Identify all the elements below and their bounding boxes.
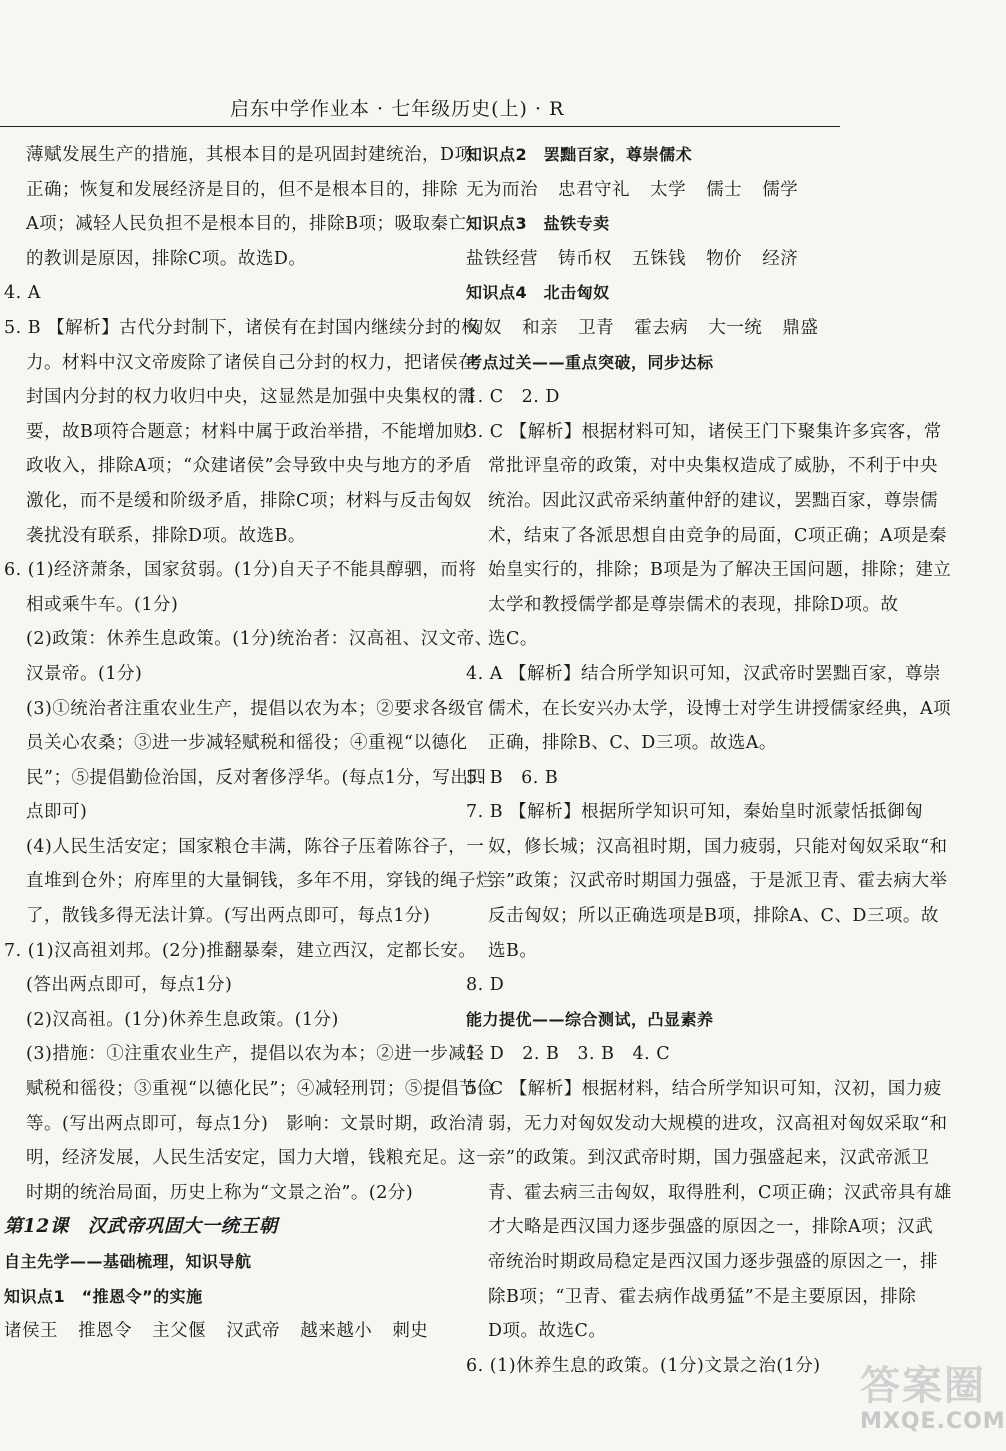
text-line: 始皇实行的，排除；B项是为了解决王国问题，排除；建立: [488, 560, 952, 581]
text-line: 6. (1)经济萧条，国家贫弱。(1分)自天子不能具醇驷，而将: [4, 560, 477, 581]
text-line: 匈奴 和亲 卫青 霍去病 大一统 鼎盛: [466, 317, 819, 338]
section-heading: 能力提优——综合测试，凸显素养: [466, 1009, 714, 1029]
text-line: D项。故选C。: [488, 1321, 607, 1342]
watermark-url: MXQE.COM: [860, 1409, 1006, 1434]
text-line: 要，故B项符合题意；材料中属于政治举措，不能增加财: [26, 421, 472, 442]
text-line: 4. A: [4, 283, 41, 304]
text-line: (3)①统治者注重农业生产，提倡以农为本；②要求各级官: [26, 698, 485, 719]
text-line: 等。(写出两点即可，每点1分) 影响：文景时期，政治清: [26, 1113, 485, 1134]
text-line: 赋税和徭役；③重视“以德化民”；④减轻刑罚；⑤提倡节俭: [26, 1079, 495, 1100]
text-line: 儒术，在长安兴办太学，设博士对学生讲授儒家经典，A项: [488, 698, 952, 719]
text-line: 除B项；“卫青、霍去病作战勇猛”不是主要原因，排除: [488, 1286, 917, 1307]
text-line: (4)人民生活安定；国家粮仓丰满，陈谷子压着陈谷子，一: [26, 836, 485, 857]
text-line: 封国内分封的权力收归中央，这显然是加强中央集权的需: [26, 387, 476, 408]
section-heading: 知识点1 “推恩令”的实施: [4, 1286, 203, 1306]
section-heading: 第12课 汉武帝巩固大一统王朝: [4, 1216, 278, 1238]
text-line: 亲”政策；汉武帝时期国力强盛，于是派卫青、霍去病大举: [488, 871, 948, 892]
text-line: 明，经济发展，人民生活安定，国力大增，钱粮充足。这一: [26, 1148, 494, 1169]
text-line: 帝统治时期政局稳定是西汉国力逐步强盛的原因之一，排: [488, 1252, 938, 1272]
text-line: 政收入，排除A项；“众建诸侯”会导致中央与地方的矛盾: [26, 456, 473, 477]
section-heading: 知识点2 罢黜百家，尊崇儒术: [466, 145, 693, 164]
text-line: 袭扰没有联系，排除D项。故选B。: [26, 525, 306, 546]
text-line: 4. A 【解析】结合所学知识可知，汉武帝时罢黜百家，尊崇: [466, 663, 941, 684]
text-line: 太学和教授儒学都是尊崇儒术的表现，排除D项。故: [488, 594, 899, 615]
text-line: 3. C 【解析】根据材料可知，诸侯王门下聚集许多宾客，常: [466, 421, 942, 442]
text-line: 直堆到仓外；府库里的大量铜钱，多年不用，穿钱的绳子烂: [26, 871, 494, 892]
text-line: 相或乘牛车。(1分): [26, 594, 179, 615]
text-line: (答出两点即可，每点1分): [26, 975, 233, 996]
text-line: 民”；⑤提倡勤俭治国，反对奢侈浮华。(每点1分，写出四: [26, 767, 487, 788]
text-line: 正确，排除B、C、D三项。故选A。: [488, 733, 777, 754]
text-line: 力。材料中汉文帝废除了诸侯自己分封的权力，把诸侯在: [26, 352, 476, 373]
section-heading: 知识点4 北击匈奴: [466, 283, 610, 303]
text-line: 无为而治 忠君守礼 太学 儒士 儒学: [466, 179, 799, 200]
text-line: 时期的统治局面，历史上称为“文景之治”。(2分): [26, 1182, 414, 1203]
text-line: 的教训是原因，排除C项。故选D。: [26, 248, 307, 269]
text-line: 5. B 【解析】古代分封制下，诸侯有在封国内继续分封的权: [4, 317, 480, 338]
page-header: [0, 92, 840, 127]
text-line: 8. D: [466, 975, 505, 996]
watermark-logo: [860, 1361, 1006, 1441]
text-line: A项；减轻人民负担不是根本目的，排除B项；吸取秦亡: [26, 214, 467, 235]
text-line: 反击匈奴；所以正确选项是B项，排除A、C、D三项。故: [488, 906, 939, 927]
text-line: 7. (1)汉高祖刘邦。(2分)推翻暴秦，建立西汉，定都长安。: [4, 940, 477, 961]
text-line: (2)政策：休养生息政策。(1分)统治者：汉高祖、汉文帝、: [26, 629, 493, 650]
text-line: (3)措施：①注重农业生产，提倡以农为本；②进一步减轻: [26, 1044, 485, 1065]
header-title: 启东中学作业本 · 七年级历史(上) · R: [230, 98, 565, 120]
text-line: (2)汉高祖。(1分)休养生息政策。(1分): [26, 1009, 339, 1030]
text-line: 选B。: [488, 940, 538, 961]
text-line: 亲”的政策。到汉武帝时期，国力强盛起来，汉武帝派卫: [488, 1148, 930, 1169]
section-heading: 考点过关——重点突破，同步达标: [466, 352, 714, 372]
text-line: 点即可): [26, 802, 88, 823]
text-line: 5. B 6. B: [466, 767, 559, 788]
text-line: 1. C 2. D: [466, 387, 560, 408]
text-line: 正确；恢复和发展经济是目的，但不是根本目的，排除: [26, 179, 458, 200]
text-line: 激化，而不是缓和阶级矛盾，排除C项；材料与反击匈奴: [26, 490, 472, 511]
text-line: 7. B 【解析】根据所学知识可知，秦始皇时派蒙恬抵御匈: [466, 802, 924, 823]
text-line: 6. (1)休养生息的政策。(1分)文景之治(1分): [466, 1355, 821, 1376]
text-line: 奴，修长城；汉高祖时期，国力疲弱，只能对匈奴采取“和: [488, 836, 948, 857]
text-line: 汉景帝。(1分): [26, 663, 143, 684]
section-heading: 知识点3 盐铁专卖: [466, 214, 610, 234]
watermark-text: 答案圈: [860, 1363, 986, 1409]
text-line: 了，散钱多得无法计算。(写出两点即可，每点1分): [26, 906, 431, 927]
text-line: 1. D 2. B 3. B 4. C: [466, 1044, 671, 1065]
right-column: [466, 138, 952, 1383]
text-line: 5. C 【解析】根据材料，结合所学知识可知，汉初，国力疲: [466, 1079, 942, 1100]
text-line: 诸侯王 推恩令 主父偃 汉武帝 越来越小 刺史: [4, 1321, 429, 1342]
text-line: 盐铁经营 铸币权 五铢钱 物价 经济: [466, 248, 799, 269]
text-line: 青、霍去病三击匈奴，取得胜利，C项正确；汉武帝具有雄: [488, 1182, 952, 1203]
text-line: 薄赋发展生产的措施，其根本目的是巩固封建统治，D项: [26, 145, 473, 165]
section-heading: 自主先学——基础梳理，知识导航: [4, 1252, 252, 1271]
text-line: 统治。因此汉武帝采纳董仲舒的建议，罢黜百家，尊崇儒: [488, 490, 938, 511]
text-line: 常批评皇帝的政策，对中央集权造成了威胁，不利于中央: [488, 456, 938, 477]
text-line: 才大略是西汉国力逐步强盛的原因之一，排除A项；汉武: [488, 1217, 934, 1238]
text-line: 选C。: [488, 629, 538, 650]
text-line: 术，结束了各派思想自由竞争的局面，C项正确；A项是秦: [488, 525, 948, 546]
text-line: 员关心农桑；③进一步减轻赋税和徭役；④重视“以德化: [26, 733, 468, 754]
text-line: 弱，无力对匈奴发动大规模的进攻，汉高祖对匈奴采取“和: [488, 1113, 948, 1134]
